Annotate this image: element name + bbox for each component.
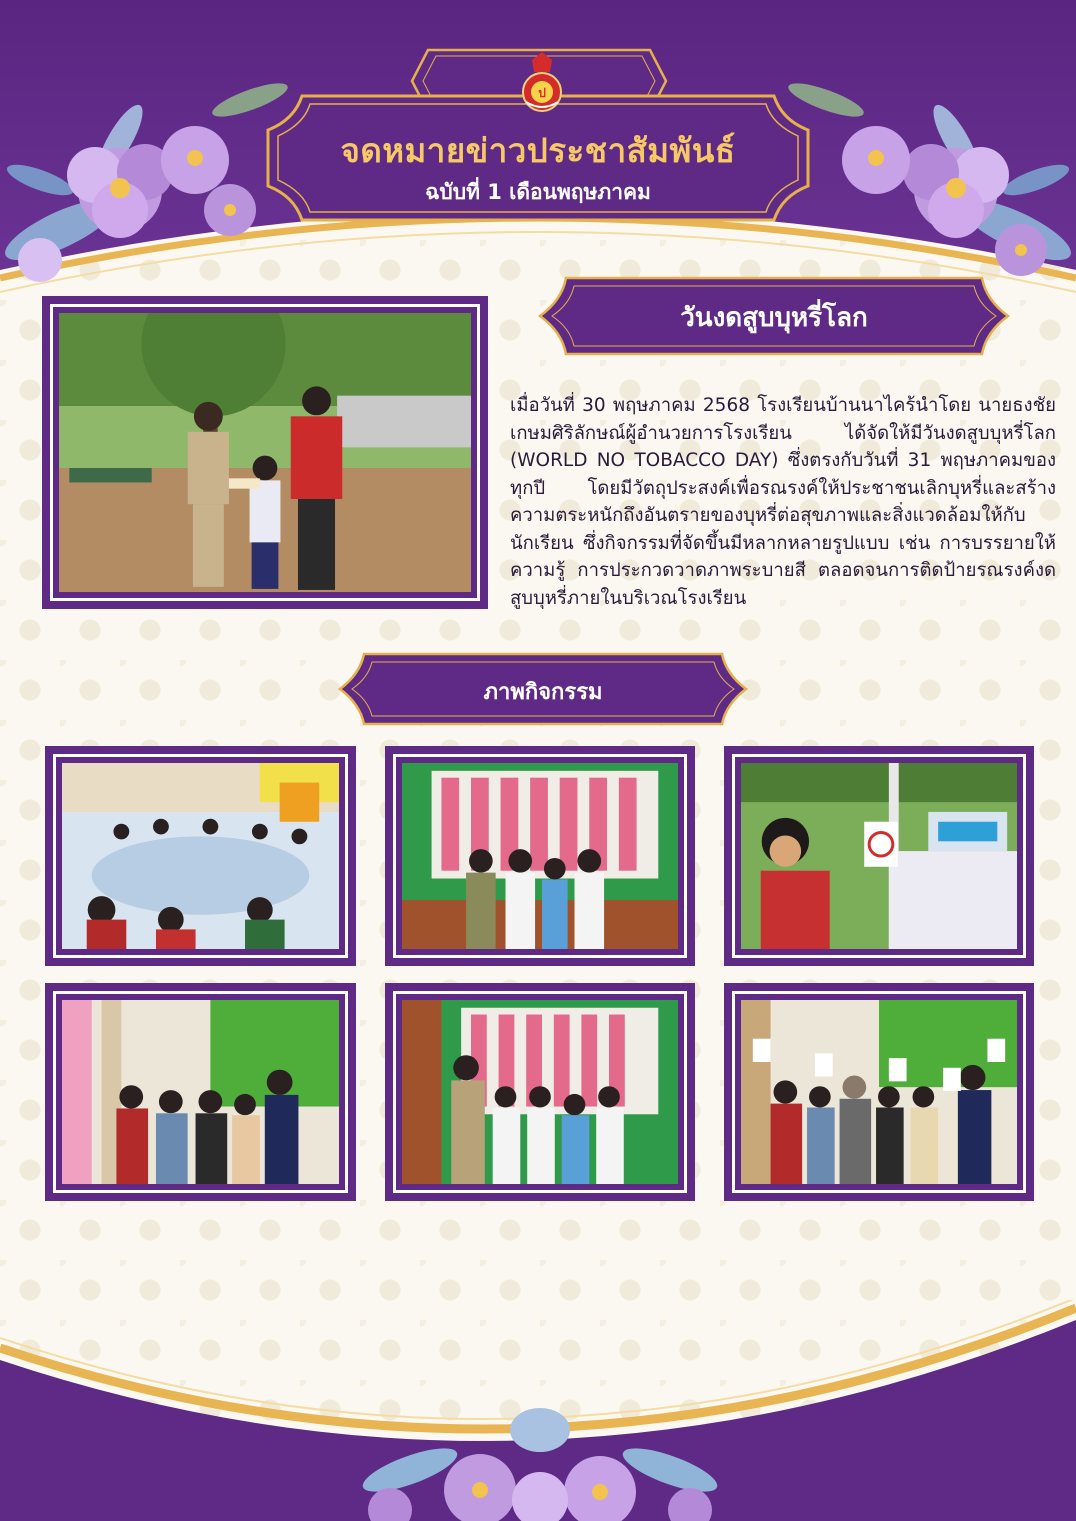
page-title: จดหมายข่าวประชาสัมพันธ์ bbox=[340, 131, 736, 170]
poster-hanging-photo-icon bbox=[741, 763, 1017, 949]
gallery-photo-4 bbox=[45, 983, 356, 1201]
section2-heading: ภาพกิจกรรม bbox=[483, 680, 603, 705]
teacher-students-photo-icon bbox=[402, 1000, 678, 1184]
section1-heading: วันงดสูบบุหรี่โลก bbox=[680, 303, 868, 333]
section2-banner bbox=[336, 648, 750, 730]
flower-cluster-bottom-icon bbox=[330, 1400, 750, 1521]
ceremony-photo-icon bbox=[59, 313, 471, 592]
students-board-photo-icon bbox=[402, 763, 678, 949]
page-subtitle: ฉบับที่ 1 เดือนพฤษภาคม bbox=[425, 180, 651, 204]
section1-body: เมื่อวันที่ 30 พฤษภาคม 2568 โรงเรียนบ้านนาไคร้นำโดย นายธงชัย เกษมศิริลักษณ์ผู้อำนวยการโรงเรียน ได้จัดให้มีวันงดสูบบุหรี่โลก (WORLD NO TOBACCO DAY) ซึ่งตรงกับวันที่ 31 พฤษภาคมของทุกปี โดยมีวัตถุประสงค์เพื่อรณรงค์ให้ประชาชนเลิกบุหรี่และสร้างความตระหนักถึงอันตรายของบุหรี่ต่อสุขภาพและสิ่งแวดล้อมให้กับนักเรียน ซึ่งกิจกรรมที่จัดขึ้นมีหลากหลายรูปแบบ เช่น การบรรยายให้ความรู้ การประกวดวาดภาพระบายสี ตลอดจนการติดป้ายรณรงค์งดสูบบุหรี่ภายในบริเวณโรงเรียน bbox=[510, 395, 1056, 609]
section1-banner bbox=[536, 270, 1012, 362]
hallway-group-photo-icon bbox=[62, 1000, 339, 1184]
gallery-photo-1 bbox=[45, 746, 356, 966]
gallery-photo-2 bbox=[385, 746, 695, 966]
svg-text:ป: ป bbox=[538, 86, 546, 100]
school-crest-icon bbox=[516, 50, 568, 114]
drawing-class-photo-icon bbox=[62, 763, 339, 949]
gallery-photo-3 bbox=[724, 746, 1034, 966]
gallery-photo-5 bbox=[385, 983, 695, 1201]
main-photo bbox=[42, 296, 488, 609]
campaign-signs-photo-icon bbox=[741, 1000, 1017, 1184]
gallery-photo-6 bbox=[724, 983, 1034, 1201]
